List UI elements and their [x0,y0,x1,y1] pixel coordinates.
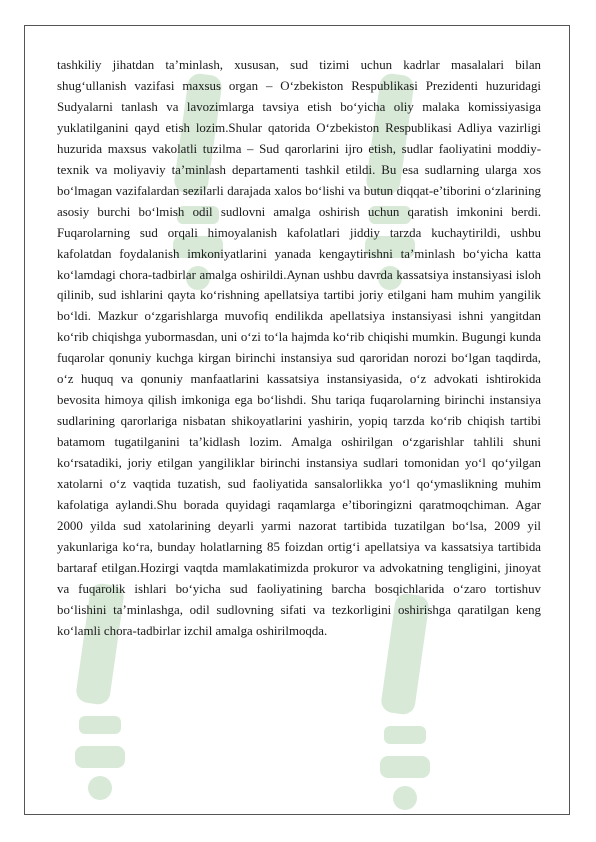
body-paragraph: tashkiliy jihatdan ta’minlash, xususan, sud tizimi uchun kadrlar masalalari bilan shug‘ullanish vazifasi maxsus organ – O‘zbekiston Respublikasi Prezidenti huzuridagi Sudyalarni tanlash va lavozimlarga tavsiya etish bo‘yicha oliy malaka komissiyasiga yuklatilganini qayd etish lozim.Shular qatorida O‘zbekiston Respublikasi Adliya vazirligi huzurida maxsus vakolatli tuzilma – Sud qarorlarini ijro etish, sudlar faoliyatini moddiy-texnik va moliyaviy ta’minlash departamenti tashkil etildi. Bu esa sudlarning ularga xos bo‘lmagan vazifalardan sezilarli darajada xalos bo‘lishi va butun diqqat-e’tiborini o‘zlarining asosiy burchi bo‘lmish odil sudlovni amalga oshirish uchun qaratish imkonini berdi. Fuqarolarning sud orqali himoyalanish kafolatlari jiddiy tarzda kuchaytirildi, ushbu kafolatdan foydalanish imkoniyatlarini yanada kengaytirishni ta’minlash bo‘yicha katta ko‘lamdagi chora-tadbirlar amalga oshirildi.Aynan ushbu davrda kassatsiya instansiyasi isloh qilinib, sud ishlarini qayta ko‘rishning apellatsiya tartibi joriy etilgani ham muhim yangilik bo‘ldi. Mazkur o‘zgarishlarga muvofiq endilikda apellatsiya instansiyasi ishni yangitdan ko‘rib chiqishga yubormasdan, uni o‘zi to‘la hajmda ko‘rib chiqishi mumkin. Bugungi kunda fuqarolar qonuniy kuchga kirgan birinchi instansiya sud qaroridan norozi bo‘lgan taqdirda, o‘z huquq va qonuniy manfaatlarini kassatsiya instansiyasida, o‘z advokati ishtirokida bevosita himoya qilish imkoniga ega bo‘lishdi. Shu tariqa fuqarolarning birinchi instansiya sudlarining qarorlariga nisbatan shikoyatlarini yashirin, yopiq tarzda ko‘rib chiqish tartibi batamom tugatilganini ta’kidlash lozim. Amalga oshirilgan o‘zgarishlar tahlili shuni ko‘rsatadiki, joriy etilgan yangiliklar birinchi instansiya sudlari tomonidan yo‘l qo‘yilgan xatolarni o‘z vaqtida tuzatish, sud faoliyatida sansalorlikka yo‘l qo‘ymaslikning muhim kafolatiga aylandi.Shu borada quyidagi raqamlarga e’tiboringizni qaratmoqchiman. Agar 2000 yilda sud xatolarining deyarli yarmi nazorat tartibida tuzatilgan bo‘lsa, 2009 yil yakunlariga ko‘ra, bunday holatlarning 85 foizdan ortig‘i apellatsiya va kassatsiya tartibida bartaraf etilgan.Hozirgi vaqtda mamlakatimizda prokuror va advokatning tengligini, jinoyat va fuqarolik ishlari bo‘yicha sud faoliyatining barcha bosqichlarida o‘zaro tortishuv bo‘lishini ta’minlashga, odil sudlovning sifati va tezkorligini oshirishga qaratilgan keng ko‘lamli chora-tadbirlar izchil amalga oshirilmoqda. [57,58,541,638]
page-frame [24,25,570,815]
